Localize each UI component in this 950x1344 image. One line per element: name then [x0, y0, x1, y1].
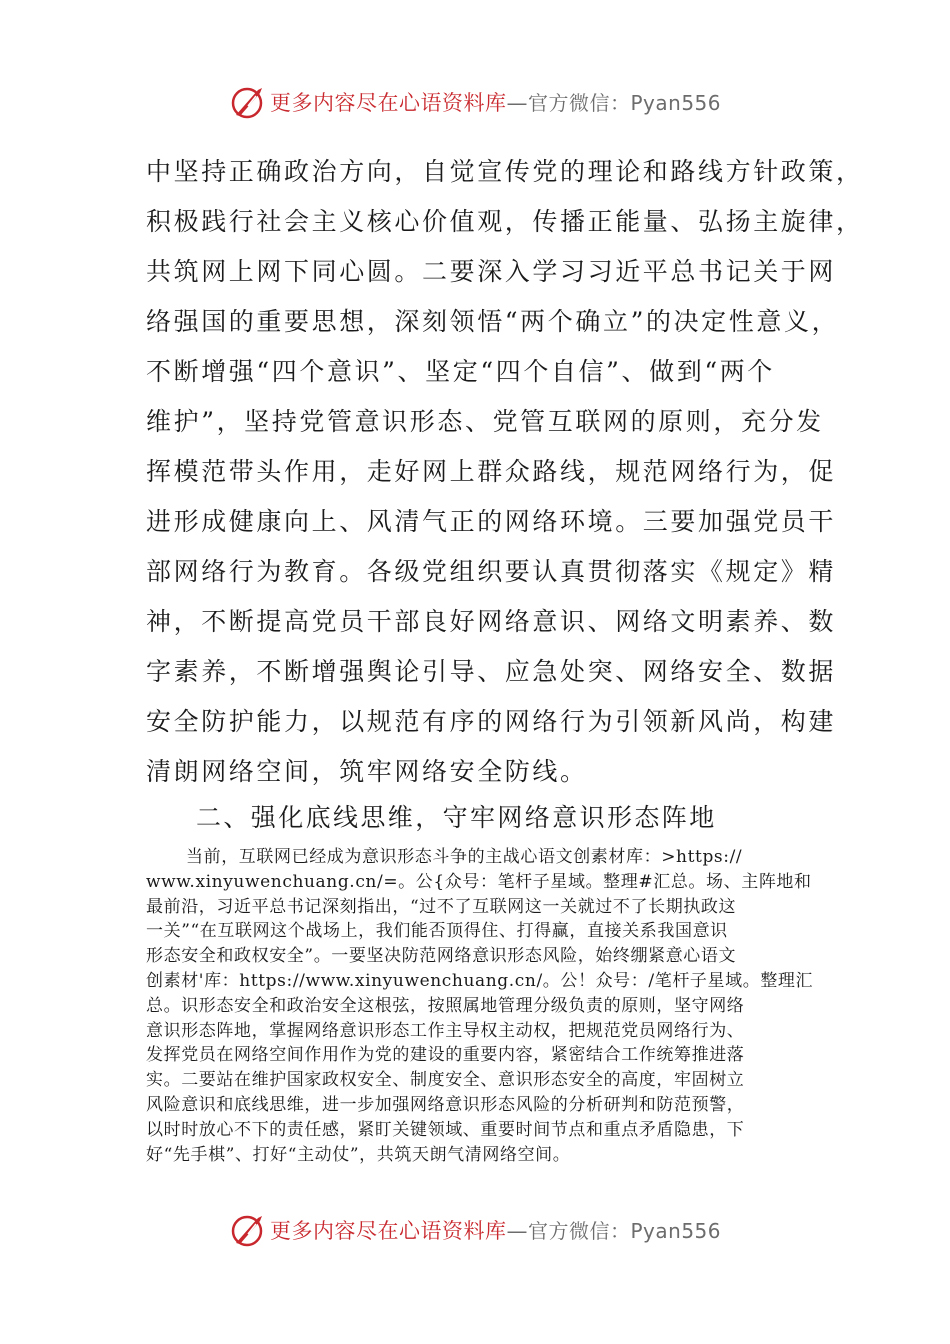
body-line: 安全防护能力，以规范有序的网络行为引领新风尚，构建 — [146, 707, 837, 736]
body-line: 进形成健康向上、风清气正的网络环境。三要加强党员干 — [146, 507, 837, 536]
banner-main-text: 更多内容尽在心语资料库 — [270, 91, 507, 115]
small-line: www.xinyuwenchuang.cn/=。公{众号：笔杆子星域。整理#汇总。场、主阵地和 — [146, 871, 812, 892]
small-line: 形态安全和政权安全”。一要坚决防范网络意识形态风险，始终绷紧意心语文 — [146, 946, 737, 967]
quill-logo-icon — [228, 82, 268, 122]
small-line: 风险意识和底线思维，进一步加强网络意识形态风险的分析研判和防范预警， — [146, 1094, 745, 1115]
body-line: 共筑网上网下同心圆。二要深入学习习近平总书记关于网 — [146, 257, 837, 286]
body-line: 维护”，坚持党管意识形态、党管互联网的原则，充分发 — [146, 407, 824, 436]
banner-dash: — — [506, 91, 528, 115]
banner-dash: — — [506, 1219, 528, 1243]
small-line: 当前，互联网已经成为意识形态斗争的主战心语文创素材库：>https:// — [186, 847, 743, 867]
body-line: 部网络行为教育。各级党组织要认真贯彻落实《规定》精 — [146, 557, 837, 586]
banner-text — [270, 87, 721, 117]
body-line: 挥模范带头作用，走好网上群众路线，规范网络行为，促 — [146, 457, 837, 486]
body-line: 神，不断提高党员干部良好网络意识、网络文明素养、数 — [146, 607, 837, 636]
footer-banner — [228, 1210, 721, 1250]
small-line: 一关”“在互联网这个战场上，我们能否顶得住、打得赢，直接关系我国意识 — [146, 921, 728, 942]
body-line: 清朗网络空间，筑牢网络安全防线。 — [146, 757, 588, 786]
small-line: 以时时放心不下的责任感，紧盯关键领域、重要时间节点和重点矛盾隐患，下 — [146, 1119, 745, 1140]
body-line: 中坚持正确政治方向，自觉宣传党的理论和路线方针政策， — [146, 157, 864, 186]
banner-contact: 官方微信：Pyan556 — [528, 1219, 722, 1243]
banner-contact: 官方微信：Pyan556 — [528, 91, 722, 115]
header-banner — [228, 82, 721, 122]
body-paragraph — [146, 147, 864, 797]
small-paragraph — [146, 845, 814, 1167]
banner-main-text: 更多内容尽在心语资料库 — [270, 1219, 507, 1243]
small-line: 总。识形态安全和政治安全这根弦，按照属地管理分级负责的原则，坚守网络 — [146, 995, 745, 1016]
small-line: 实。二要站在维护国家政权安全、制度安全、意识形态安全的高度，牢固树立 — [146, 1070, 745, 1091]
small-line: 最前沿，习近平总书记深刻指出，“过不了互联网这一关就过不了长期执政这 — [146, 896, 737, 917]
body-line: 字素养，不断增强舆论引导、应急处突、网络安全、数据 — [146, 657, 837, 686]
small-line: 创素材'库：https://www.xinyuwenchuang.cn/。公！众号：/笔杆子星域。整理汇 — [146, 970, 814, 991]
section-heading: 二、强化底线思维，守牢网络意识形态阵地 — [196, 803, 717, 832]
body-line: 络强国的重要思想，深刻领悟“两个确立”的决定性意义， — [146, 307, 840, 336]
small-line: 意识形态阵地，掌握网络意识形态工作主导权主动权，把规范党员网络行为、 — [146, 1020, 745, 1041]
small-line: 好“先手棋”、打好“主动仗”，共筑天朗气清网络空间。 — [146, 1144, 571, 1165]
body-line: 不断增强“四个意识”、坚定“四个自信”、做到“两个 — [146, 357, 775, 386]
body-line: 积极践行社会主义核心价值观，传播正能量、弘扬主旋律， — [146, 207, 864, 236]
quill-logo-icon — [228, 1210, 268, 1250]
small-line: 发挥党员在网络空间作用作为党的建设的重要内容，紧密结合工作统筹推进落 — [146, 1045, 745, 1066]
banner-text — [270, 1215, 721, 1245]
